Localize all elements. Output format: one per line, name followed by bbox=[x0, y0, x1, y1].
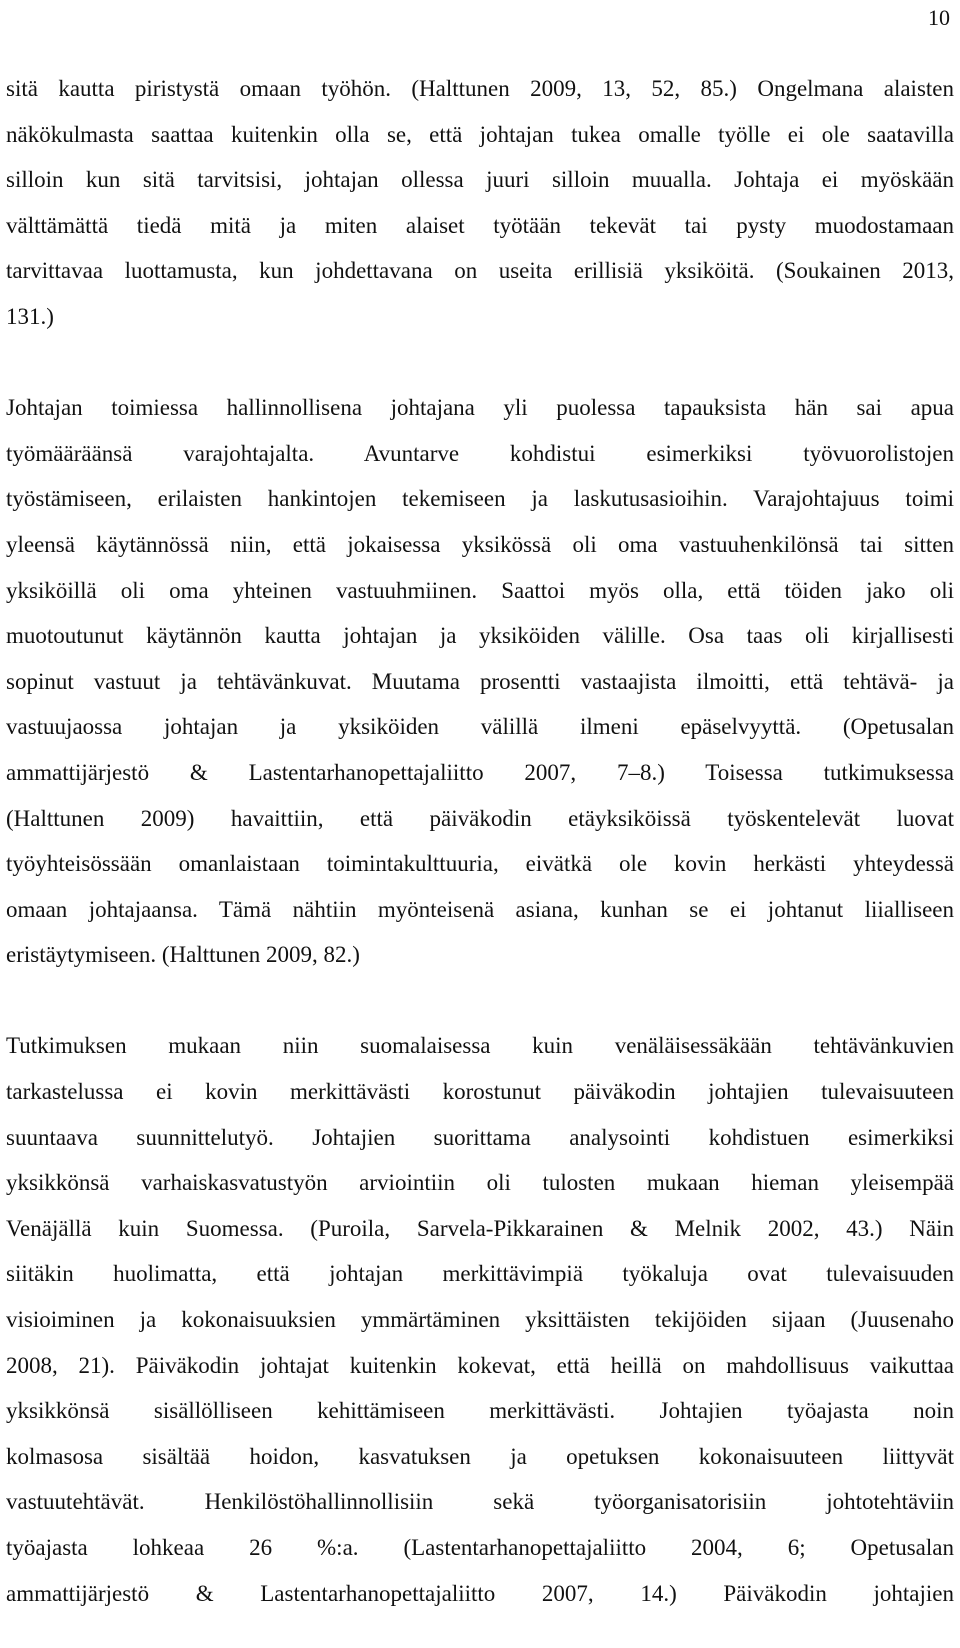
text-line: sopinut vastuut ja tehtävänkuvat. Muutama prosentti vastaajista ilmoitti, että tehtävä- ja bbox=[6, 668, 954, 694]
text-line: työmääräänsä varajohtajalta. Avuntarve kohdistui esimerkiksi työvuorolistojen bbox=[6, 440, 954, 466]
text-line: työajasta lohkeaa 26 %:a. (Lastentarhanopettajaliitto 2004, 6; Opetusalan bbox=[6, 1535, 954, 1560]
text-line: yksiköillä oli oma yhteinen vastuuhmiinen. Saattoi myös olla, että töiden jako oli bbox=[6, 577, 954, 603]
text-line: kolmasosa sisältää hoidon, kasvatuksen ja opetuksen kokonaisuuteen liittyvät bbox=[6, 1443, 954, 1469]
paragraph-spacer bbox=[6, 978, 954, 1024]
page-number: 10 bbox=[928, 5, 950, 30]
paragraph-spacer bbox=[6, 340, 954, 386]
text-line: vastuujaossa johtajan ja yksiköiden välillä ilmeni epäselvyyttä. (Opetusalan bbox=[6, 714, 954, 740]
text-line: sitä kautta piristystä omaan työhön. (Halttunen 2009, 13, 52, 85.) Ongelmana alaisten bbox=[6, 76, 954, 101]
text-line: (Halttunen 2009) havaittiin, että päiväkodin etäyksiköissä työskentelevät luovat bbox=[6, 805, 954, 831]
text-line: silloin kun sitä tarvitsisi, johtajan ollessa juuri silloin muualla. Johtaja ei myöskään bbox=[6, 167, 954, 193]
text-line: Tutkimuksen mukaan niin suomalaisessa kuin venäläisessäkään tehtävänkuvien bbox=[6, 1033, 954, 1059]
paragraph-2 bbox=[6, 385, 954, 978]
text-line: yleensä käytännössä niin, että jokaisessa yksikössä oli oma vastuuhenkilönsä tai sitten bbox=[6, 531, 954, 557]
text-line: visioiminen ja kokonaisuuksien ymmärtäminen yksittäisten tekijöiden sijaan (Juusenaho bbox=[6, 1307, 954, 1333]
text-line: yksikkönsä sisällölliseen kehittämiseen merkittävästi. Johtajien työajasta noin bbox=[6, 1398, 954, 1424]
text-line: tarkastelussa ei kovin merkittävästi korostunut päiväkodin johtajien tulevaisuuteen bbox=[6, 1079, 954, 1105]
text-line: 131.) bbox=[6, 303, 54, 329]
text-line: työyhteisössään omanlaistaan toimintakulttuuria, eivätkä ole kovin herkästi yhteydessä bbox=[6, 851, 954, 877]
text-line: tarvittavaa luottamusta, kun johdettavana on useita erillisiä yksiköitä. (Soukainen 2013, bbox=[6, 258, 954, 284]
document-body bbox=[6, 66, 954, 1616]
text-line: omaan johtajaansa. Tämä nähtiin myönteisenä asiana, kunhan se ei johtanut liialliseen bbox=[6, 896, 954, 922]
text-line: ammattijärjestö & Lastentarhanopettajaliitto 2007, 14.) Päiväkodin johtajien bbox=[6, 1580, 954, 1606]
text-line: yksikkönsä varhaiskasvatustyön arviointiin oli tulosten mukaan hieman yleisempää bbox=[6, 1170, 954, 1196]
paragraph-3 bbox=[6, 1023, 954, 1616]
text-line: Johtajan toimiessa hallinnollisena johtajana yli puolessa tapauksista hän sai apua bbox=[6, 395, 954, 421]
text-line: 2008, 21). Päiväkodin johtajat kuitenkin kokevat, että heillä on mahdollisuus vaikuttaa bbox=[6, 1352, 954, 1378]
text-line: vastuutehtävät. Henkilöstöhallinnollisiin sekä työorganisatorisiin johtotehtäviin bbox=[6, 1489, 954, 1515]
text-line: siitäkin huolimatta, että johtajan merkittävimpiä työkaluja ovat tulevaisuuden bbox=[6, 1261, 954, 1287]
text-line: työstämiseen, erilaisten hankintojen tekemiseen ja laskutusasioihin. Varajohtajuus toimi bbox=[6, 486, 954, 512]
text-line: näkökulmasta saattaa kuitenkin olla se, että johtajan tukea omalle työlle ei ole saatavilla bbox=[6, 121, 954, 147]
text-line: ammattijärjestö & Lastentarhanopettajaliitto 2007, 7–8.) Toisessa tutkimuksessa bbox=[6, 759, 954, 785]
paragraph-1 bbox=[6, 66, 954, 340]
text-line: suuntaava suunnittelutyö. Johtajien suorittama analysointi kohdistuen esimerkiksi bbox=[6, 1124, 954, 1150]
text-line: eristäytymiseen. (Halttunen 2009, 82.) bbox=[6, 942, 360, 968]
text-line: välttämättä tiedä mitä ja miten alaiset työtään tekevät tai pysty muodostamaan bbox=[6, 212, 954, 238]
text-line: Venäjällä kuin Suomessa. (Puroila, Sarvela-Pikkarainen & Melnik 2002, 43.) Näin bbox=[6, 1215, 954, 1241]
text-line: muotoutunut käytännön kautta johtajan ja yksiköiden välille. Osa taas oli kirjallisesti bbox=[6, 623, 954, 649]
